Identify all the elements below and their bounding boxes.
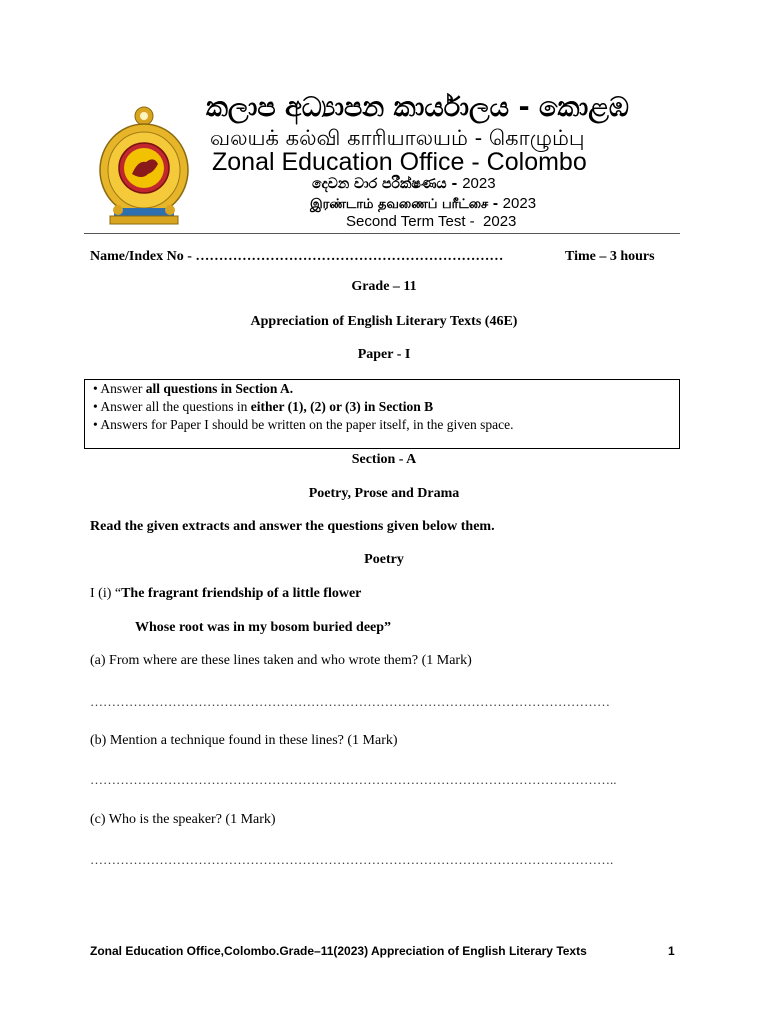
- sinhala-test-line: [312, 175, 496, 192]
- question-b: (b) Mention a technique found in these lines? (1 Mark): [90, 733, 398, 748]
- year: 2023: [483, 213, 517, 230]
- tamil-test-label: இரண்டாம் தவணைப் பரீட்சை -: [310, 197, 499, 212]
- header-tamil-title: வலயக் கல்வி காரியாலயம் - கொழும்பு: [210, 126, 585, 150]
- instruction-3: • Answers for Paper I should be written on the paper itself, in the given space.: [93, 417, 514, 432]
- question-c: (c) Who is the speaker? (1 Mark): [90, 812, 276, 827]
- poetry-heading: Poetry: [364, 552, 404, 567]
- tamil-test-line: [310, 195, 536, 213]
- instruction-2: • Answer all the questions in either (1), (2) or (3) in Section B: [93, 399, 434, 414]
- section-title: Section - A: [351, 452, 417, 467]
- year: 2023: [462, 175, 496, 192]
- header-divider: [84, 233, 680, 234]
- sri-lanka-emblem-icon: [96, 104, 192, 226]
- answer-line-b[interactable]: …………………………………………………………………………………………………………..: [90, 772, 617, 787]
- instruction-1: • Answer all questions in Section A.: [93, 381, 294, 396]
- page-number: 1: [668, 944, 675, 958]
- paper-label: Paper - I: [357, 347, 411, 362]
- section-subtitle: Poetry, Prose and Drama: [308, 486, 460, 501]
- section-directive: Read the given extracts and answer the questions given below them.: [90, 519, 495, 534]
- subject-title: Appreciation of English Literary Texts (46E): [250, 314, 518, 329]
- instructions-box: [84, 379, 680, 449]
- grade-label: Grade – 11: [351, 279, 417, 294]
- sinhala-test-label: දෙවන වාර පරීක්ෂණය -: [312, 176, 458, 192]
- english-test-line: [346, 213, 516, 230]
- header-english-title: Zonal Education Office - Colombo: [212, 148, 587, 176]
- answer-line-a[interactable]: …………………………………………………………………………………………………………: [90, 694, 610, 709]
- question-a: (a) From where are these lines taken and who wrote them? (1 Mark): [90, 653, 472, 668]
- header-sinhala-title: කලාප අධ්‍යාපන කාර්යාලය - කොළඹ: [206, 92, 629, 123]
- year: 2023: [502, 195, 537, 212]
- extract-line-1: The fragrant friendship of a little flower: [121, 586, 362, 601]
- extract-line-2: Whose root was in my bosom buried deep”: [135, 620, 392, 635]
- answer-line-c[interactable]: ………………………………………………………………………………………………………….: [90, 852, 614, 867]
- english-test-label: Second Term Test -: [346, 213, 475, 230]
- question-number: I (i) “: [90, 586, 122, 601]
- time-label: Time – 3 hours: [565, 249, 655, 264]
- name-index-field: Name/Index No - …………………………………………………………: [90, 249, 504, 264]
- question-i-line1: [90, 586, 361, 602]
- footer-text: Zonal Education Office,Colombo.Grade–11(2023) Appreciation of English Literary Texts: [90, 944, 587, 958]
